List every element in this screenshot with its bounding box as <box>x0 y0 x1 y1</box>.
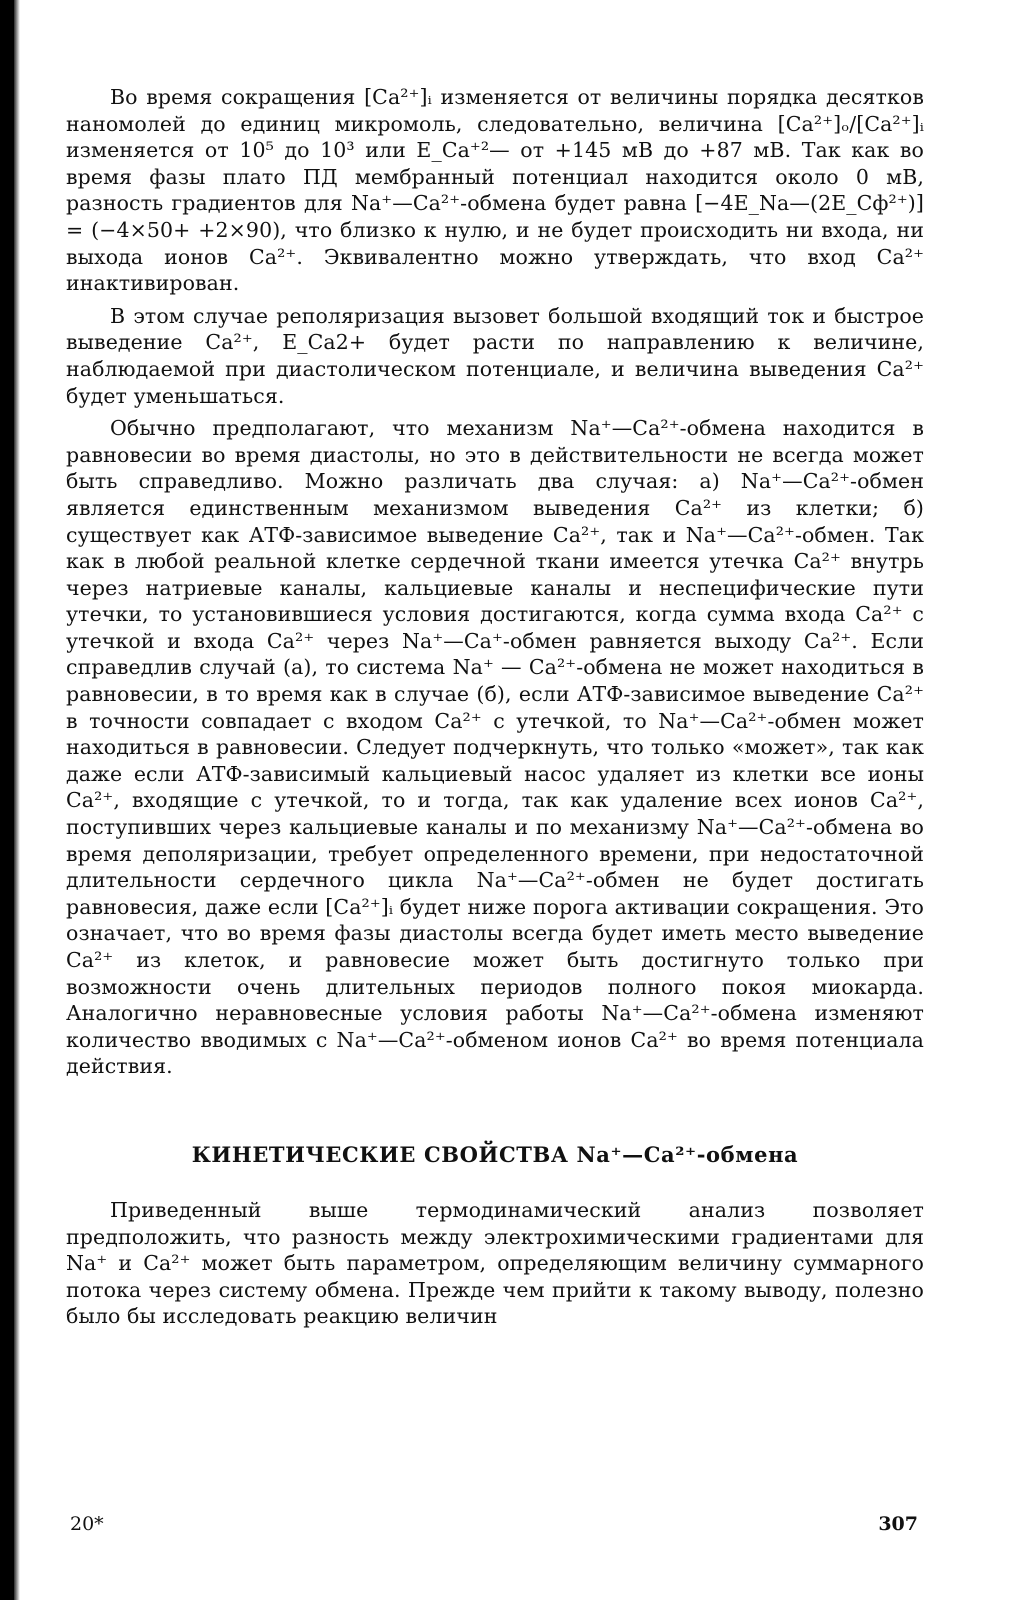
page-binding-shadow <box>0 0 14 1600</box>
paragraph-1: Во время сокращения [Ca²⁺]ᵢ изменяется от величины порядка десятков наномолей до единиц микромоль, следовательно, величина [Ca²⁺]ₒ/[Ca²⁺]ᵢ изменяется от 10⁵ до 10³ или E_Ca⁺²— от +145 мВ до +87 мВ. Так как во время фазы плато ПД мембранный потенциал находится около 0 мВ, разность градиентов для Na⁺—Ca²⁺-обмена будет равна [−4E_Na—(2E_Cф²⁺)] = (−4×50+ +2×90), что близко к нулю, и не будет происходить ни входа, ни выхода ионов Ca²⁺. Эквивалентно можно утверждать, что вход Ca²⁺ инактивирован. <box>66 85 924 296</box>
signature-mark: 20* <box>70 1513 104 1535</box>
page-body <box>66 84 924 1336</box>
section-heading: КИНЕТИЧЕСКИЕ СВОЙСТВА Na⁺—Ca²⁺-обмена <box>191 1141 799 1167</box>
page-number: 307 <box>878 1513 918 1535</box>
paragraph-3: Обычно предполагают, что механизм Na⁺—Ca²⁺-обмена находится в равновесии во время диастолы, но это в действительности не всегда может быть справедливо. Можно различать два случая: а) Na⁺—Ca²⁺-обмен является единственным механизмом выведения Ca²⁺ из клетки; б) существует как АТФ-зависимое выведение Ca²⁺, так и Na⁺—Ca²⁺-обмен. Так как в любой реальной клетке сердечной ткани имеется утечка Ca²⁺ внутрь через натриевые каналы, кальциевые каналы и неспецифические пути утечки, то установившиеся условия достигаются, когда сумма входа Ca²⁺ с утечкой и входа Ca²⁺ через Na⁺—Ca⁺-обмен равняется выходу Ca²⁺. Если справедлив случай (а), то система Na⁺ — Ca²⁺-обмена не может находиться в равновесии, в то время как в случае (б), если АТФ-зависимое выведение Ca²⁺ в точности совпадает с входом Ca²⁺ с утечкой, то Na⁺—Ca²⁺-обмен может находиться в равновесии. Следует подчеркнуть, что только «может», так как даже если АТФ-зависимый кальциевый насос удаляет из клетки все ионы Ca²⁺, входящие с утечкой, то и тогда, так как удаление всех ионов Ca²⁺, поступивших через кальциевые каналы и по механизму Na⁺—Ca²⁺-обмена во время деполяризации, требует определенного времени, при недостаточной длительности сердечного цикла Na⁺—Ca²⁺-обмен не будет достигать равновесия, даже если [Ca²⁺]ᵢ будет ниже порога активации сокращения. Это означает, что во время фазы диастолы всегда будет иметь место выведение Ca²⁺ из клеток, и равновесие может быть достигнуто только при возможности очень длительных периодов полного покоя миокарда. Аналогично неравновесные условия работы Na⁺—Ca²⁺-обмена изменяют количество вводимых с Na⁺—Ca²⁺-обменом ионов Ca²⁺ во время потенциала действия. <box>66 416 924 1079</box>
page-footer <box>70 1513 918 1535</box>
page-binding-gradient <box>14 0 20 1600</box>
paragraph-4: Приведенный выше термодинамический анализ позволяет предположить, что разность между электрохимическими градиентами для Na⁺ и Ca²⁺ может быть параметром, определяющим величину суммарного потока через систему обмена. Прежде чем прийти к такому выводу, полезно было бы исследовать реакцию величин <box>66 1197 924 1329</box>
paragraph-2: В этом случае реполяризация вызовет большой входящий ток и быстрое выведение Ca²⁺, E_Ca2+ будет расти по направлению к величине, наблюдаемой при диастолическом потенциале, и величина выведения Ca²⁺ будет уменьшаться. <box>66 303 924 408</box>
